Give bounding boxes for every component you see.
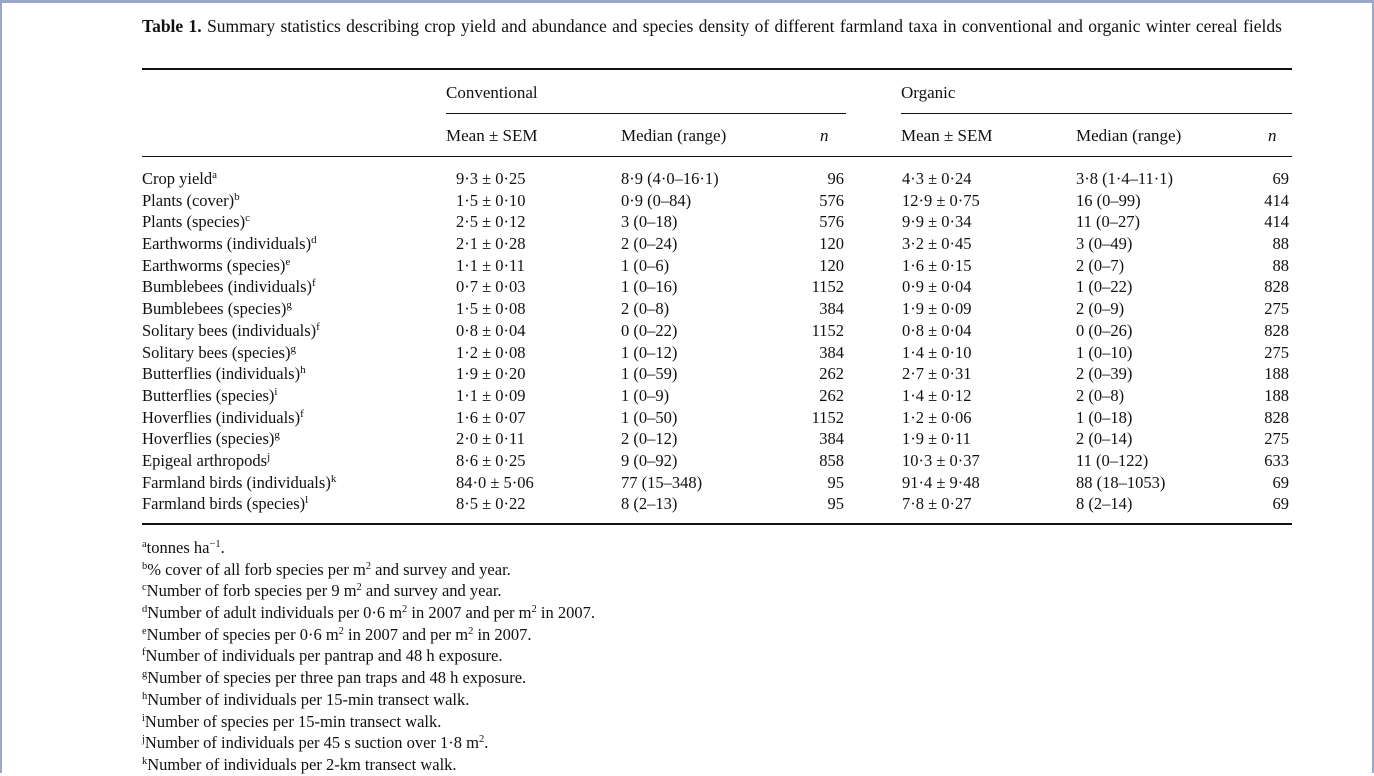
table-row [142,168,1292,190]
footnote-marker: f [142,647,146,659]
footnote-marker: i [274,385,278,398]
conventional-mean-sem: 2·5 ± 0·12 [456,212,526,232]
organic-mean-sem: 1·4 ± 0·12 [902,385,972,405]
conventional-mean-sem: 8·6 ± 0·25 [456,450,526,470]
footnote-marker: b [234,190,240,203]
footnote-marker: d [142,604,148,616]
table-row [142,211,1292,233]
footnote-marker: l [305,494,309,507]
organic-median-range: 16 (0–99) [1076,190,1141,210]
table-row [142,255,1292,277]
footnote: $^c$Number of forb species per 9 $m^2$ and survey and year. [142,581,502,601]
row-label: Farmland birds (species)$^l$ [142,494,309,514]
organic-mean-sem: 1·9 ± 0·11 [902,429,971,449]
table-row [142,363,1292,385]
row-label: Butterflies (species)$^i$ [142,385,278,405]
header-conventional-median-range: Median (range) [621,126,727,145]
organic-n: 69 [1272,494,1289,514]
footnote: $^e$Number of species per 0·6 $m^2$ in 2007 and per $m^2$ in 2007. [142,624,532,644]
row-label: Farmland birds (individuals)$^k$ [142,472,337,492]
conventional-mean-sem: 2·0 ± 0·11 [456,429,525,449]
table-row [142,342,1292,364]
conventional-median-range: 2 (0–24) [621,234,678,254]
footnote-marker: e [285,255,291,268]
table-row [142,472,1292,494]
organic-n: 275 [1264,299,1289,319]
footnote-marker: e [142,625,147,637]
footnote-marker: a [212,169,218,181]
conventional-mean-sem: 2·1 ± 0·28 [456,234,526,254]
table-caption-label: Table 1. [142,16,202,36]
organic-mean-sem: 0·9 ± 0·04 [902,277,972,297]
organic-n: 188 [1264,364,1289,384]
table-caption-text: Summary statistics describing crop yield and abundance and species density of different farmland taxa in conventional and organic winter cereal fields [201,16,1282,36]
conventional-n: 262 [819,385,844,405]
organic-mean-sem: 12·9 ± 0·75 [902,190,980,210]
conventional-n: 95 [827,494,844,514]
header-conventional-n: n [820,126,829,145]
footnote-marker: i [142,712,145,724]
organic-median-range: 2 (0–8) [1076,385,1125,405]
conventional-mean-sem: 1·5 ± 0·08 [456,299,526,319]
conventional-mean-sem: 1·6 ± 0·07 [456,407,526,427]
conventional-mean-sem: 1·1 ± 0·11 [456,255,525,275]
conventional-n: 120 [819,234,844,254]
header-organic-median-range: Median (range) [1076,126,1182,145]
organic-median-range: 2 (0–9) [1076,299,1125,319]
row-label: Hoverflies (individuals)$^f$ [142,407,304,427]
conventional-median-range: 8·9 (4·0–16·1) [621,169,719,188]
organic-median-range: 2 (0–14) [1076,429,1133,449]
row-label: Butterflies (individuals)$^h$ [142,364,306,384]
conventional-group-rule [446,113,846,114]
organic-mean-sem: 91·4 ± 9·48 [902,472,980,492]
table-row [142,450,1292,472]
organic-mean-sem: 1·2 ± 0·06 [902,407,972,427]
conventional-median-range: 1 (0–59) [621,364,678,384]
organic-mean-sem: 1·4 ± 0·10 [902,342,972,362]
organic-n: 188 [1264,385,1289,405]
organic-median-range: 2 (0–7) [1076,255,1125,275]
table-row [142,428,1292,450]
organic-mean-sem: 1·9 ± 0·09 [902,299,972,319]
footnote-marker: g [274,429,280,442]
window-frame-top [0,0,1374,3]
organic-n: 414 [1264,190,1289,210]
footnote: $^g$Number of species per three pan traps and 48 h exposure. [142,668,527,688]
footnote: $^h$Number of individuals per 15-min transect walk. [142,689,470,709]
footnote-marker: f [300,407,304,420]
footnote: $^i$Number of species per 15-min transect walk. [142,711,442,731]
footnote-marker: f [312,277,316,290]
footnote-marker: k [330,472,337,485]
row-label: Epigeal arthropods$^j$ [142,450,271,470]
table-row [142,385,1292,407]
organic-mean-sem: 2·7 ± 0·31 [902,364,972,384]
organic-median-range: 0 (0–26) [1076,320,1133,340]
row-label: Crop yield$^a$ [142,169,218,188]
conventional-n: 1152 [811,320,844,340]
table-row [142,493,1292,515]
footnote-marker: g [286,299,292,312]
table-row [142,298,1292,320]
footnote-marker: c [245,212,250,225]
row-label: Solitary bees (species)$^g$ [142,342,296,362]
row-label: Bumblebees (species)$^g$ [142,299,292,319]
footnote-marker: c [142,582,147,594]
organic-median-range: 1 (0–10) [1076,342,1133,362]
organic-median-range: 11 (0–122) [1076,450,1149,470]
organic-median-range: 1 (0–18) [1076,407,1133,427]
conventional-mean-sem: 1·1 ± 0·09 [456,385,526,405]
footnote-marker: k [142,755,148,767]
organic-n: 414 [1264,212,1289,232]
conventional-n: 576 [819,212,844,232]
conventional-median-range: 1 (0–12) [621,342,678,362]
organic-mean-sem: 1·6 ± 0·15 [902,255,972,275]
table-caption [142,15,1292,37]
conventional-n: 1152 [811,407,844,427]
conventional-median-range: 9 (0–92) [621,450,678,470]
table-bottom-rule [142,523,1292,525]
conventional-median-range: 77 (15–348) [621,472,703,492]
footnote-marker: g [142,669,148,681]
header-bottom-rule [142,156,1292,157]
organic-median-range: 3 (0–49) [1076,234,1133,254]
conventional-median-range: 0 (0–22) [621,320,678,340]
conventional-mean-sem: 9·3 ± 0·25 [456,169,526,188]
header-conventional-mean-sem: Mean ± SEM [446,126,538,145]
conventional-n: 120 [819,255,844,275]
table-body [142,168,1292,515]
row-label: Plants (cover)$^b$ [142,190,240,210]
table-top-rule [142,68,1292,70]
organic-median-range: 2 (0–39) [1076,364,1133,384]
conventional-median-range: 8 (2–13) [621,494,678,514]
footnote-marker: b [142,560,148,572]
organic-mean-sem: 3·2 ± 0·45 [902,234,972,254]
row-label: Plants (species)$^c$ [142,212,250,232]
conventional-n: 96 [827,169,844,188]
conventional-n: 262 [819,364,844,384]
conventional-median-range: 3 (0–18) [621,212,678,232]
footnote-marker: h [142,690,148,702]
organic-median-range: 88 (18–1053) [1076,472,1166,492]
organic-median-range: 3·8 (1·4–11·1) [1076,169,1173,188]
organic-n: 69 [1272,169,1289,188]
organic-n: 88 [1272,255,1289,275]
conventional-n: 384 [819,299,844,319]
conventional-mean-sem: 1·2 ± 0·08 [456,342,526,362]
footnote-marker: h [300,364,306,377]
organic-n: 633 [1264,450,1289,470]
conventional-median-range: 1 (0–9) [621,385,670,405]
conventional-n: 95 [827,472,844,492]
organic-n: 275 [1264,342,1289,362]
conventional-n: 576 [819,190,844,210]
footnote-marker: f [316,320,320,333]
conventional-mean-sem: 1·5 ± 0·10 [456,190,526,210]
row-label: Bumblebees (individuals)$^f$ [142,277,316,297]
header-conventional: Conventional [446,83,538,102]
conventional-n: 1152 [811,277,844,297]
header-organic-n: n [1268,126,1277,145]
footnote: $^f$Number of individuals per pantrap and 48 h exposure. [142,646,503,666]
row-label: Solitary bees (individuals)$^f$ [142,320,320,340]
conventional-median-range: 0·9 (0–84) [621,190,692,210]
header-organic: Organic [901,83,956,102]
organic-mean-sem: 0·8 ± 0·04 [902,320,972,340]
conventional-median-range: 2 (0–8) [621,299,670,319]
organic-median-range: 8 (2–14) [1076,494,1133,514]
table-row [142,276,1292,298]
table-row [142,320,1292,342]
footnote: $^d$Number of adult individuals per 0·6 $m^2$ in 2007 and per $m^2$ in 2007. [142,603,595,623]
row-label: Earthworms (species)$^e$ [142,255,291,275]
conventional-mean-sem: 0·7 ± 0·03 [456,277,526,297]
conventional-median-range: 1 (0–16) [621,277,678,297]
conventional-mean-sem: 0·8 ± 0·04 [456,320,526,340]
footnote: $^b$% cover of all forb species per $m^2$ and survey and year. [142,559,511,579]
conventional-mean-sem: 8·5 ± 0·22 [456,494,526,514]
table-row [142,190,1292,212]
table-row [142,233,1292,255]
footnote: $^a$tonnes $ha^{-1}$. [142,538,225,557]
conventional-median-range: 2 (0–12) [621,429,678,449]
organic-mean-sem: 7·8 ± 0·27 [902,494,972,514]
window-frame-left [0,0,2,773]
footnote: $^k$Number of individuals per 2-km transect walk. [142,754,457,774]
row-label: Earthworms (individuals)$^d$ [142,234,317,254]
conventional-mean-sem: 1·9 ± 0·20 [456,364,526,384]
organic-n: 828 [1264,277,1289,297]
table-footnotes [142,537,1042,776]
footnote-marker: j [267,450,271,463]
organic-n: 828 [1264,407,1289,427]
organic-mean-sem: 10·3 ± 0·37 [902,450,980,470]
conventional-n: 384 [819,429,844,449]
footnote-marker: d [311,234,317,247]
footnote-marker: g [290,342,296,355]
organic-median-range: 1 (0–22) [1076,277,1133,297]
header-organic-mean-sem: Mean ± SEM [901,126,993,145]
conventional-mean-sem: 84·0 ± 5·06 [456,472,534,492]
conventional-median-range: 1 (0–50) [621,407,678,427]
organic-n: 828 [1264,320,1289,340]
footnote-marker: a [142,539,147,550]
row-label: Hoverflies (species)$^g$ [142,429,280,449]
organic-n: 69 [1272,472,1289,492]
conventional-median-range: 1 (0–6) [621,255,670,275]
footnote-marker: j [142,734,145,746]
conventional-n: 858 [819,450,844,470]
organic-n: 275 [1264,429,1289,449]
organic-median-range: 11 (0–27) [1076,212,1141,232]
table-row [142,407,1292,429]
organic-group-rule [901,113,1292,114]
conventional-n: 384 [819,342,844,362]
organic-mean-sem: 9·9 ± 0·34 [902,212,972,232]
organic-mean-sem: 4·3 ± 0·24 [902,169,972,188]
footnote: $^j$Number of individuals per 45 s suction over 1·8 $m^2$. [142,733,489,753]
organic-n: 88 [1272,234,1289,254]
